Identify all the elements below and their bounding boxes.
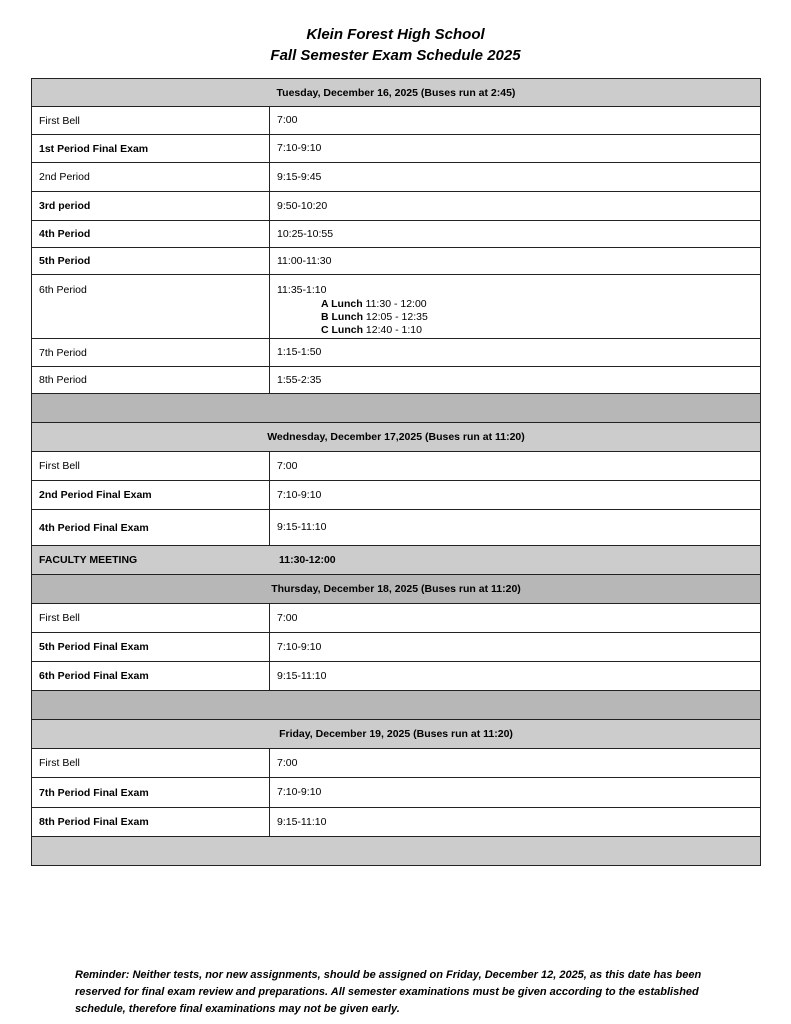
period-label: 5th Period Final Exam: [32, 633, 270, 661]
period-time-value: 7:00: [277, 459, 298, 472]
lunch-name: C Lunch: [321, 324, 363, 336]
period-time: [270, 510, 760, 545]
period-time: [270, 367, 760, 393]
table-row: [32, 633, 760, 662]
period-time: [270, 604, 760, 632]
spacer-row: [32, 691, 760, 720]
period-label: 8th Period Final Exam: [32, 808, 270, 836]
period-time-value: 7:10-9:10: [277, 488, 322, 501]
table-row: [32, 452, 760, 481]
faculty-meeting-row: [32, 546, 760, 575]
table-row: [32, 163, 760, 192]
table-row: [32, 275, 760, 339]
period-time: [270, 192, 760, 220]
table-row: [32, 192, 760, 221]
time-cell: [277, 521, 326, 534]
period-label: 2nd Period: [32, 163, 270, 191]
period-time: [270, 163, 760, 191]
period-time-value: 7:00: [277, 611, 298, 624]
period-time-value: 11:00-11:30: [277, 254, 332, 267]
time-cell: [277, 816, 326, 829]
period-time: [270, 248, 760, 274]
period-time: [270, 135, 760, 162]
table-row: [32, 107, 760, 135]
lunch-item: [321, 324, 428, 337]
time-cell: [277, 641, 321, 654]
period-time-value: 7:10-9:10: [277, 142, 322, 154]
period-label: 3rd period: [32, 192, 270, 220]
period-time-value: 9:15-9:45: [277, 170, 322, 183]
time-cell: [277, 346, 321, 359]
page-title: Fall Semester Exam Schedule 2025: [270, 47, 521, 64]
period-time: [270, 221, 760, 247]
period-label: 4th Period Final Exam: [32, 510, 270, 545]
table-row: [32, 510, 760, 546]
time-cell: [277, 374, 321, 387]
time-cell: [277, 284, 428, 337]
lunch-list: [321, 298, 428, 337]
period-label: First Bell: [32, 604, 270, 632]
period-label: 6th Period Final Exam: [32, 662, 270, 690]
time-cell: [277, 142, 321, 155]
spacer-row: [32, 837, 760, 866]
day-header: Friday, December 19, 2025 (Buses run at 11:20): [32, 720, 760, 749]
school-name: Klein Forest High School: [306, 26, 485, 43]
table-row: [32, 604, 760, 633]
table-row: [32, 749, 760, 778]
time-cell: [277, 228, 333, 241]
event-time: 11:30-12:00: [279, 554, 336, 566]
spacer-row: [32, 394, 760, 423]
period-label: 1st Period Final Exam: [32, 135, 270, 162]
period-label: First Bell: [32, 452, 270, 480]
period-label: First Bell: [32, 749, 270, 777]
period-label: 5th Period: [32, 248, 270, 274]
day-header: Wednesday, December 17,2025 (Buses run at 11:20): [32, 423, 760, 452]
table-row: [32, 778, 760, 808]
period-time: [270, 481, 760, 509]
period-label: 6th Period: [32, 275, 270, 338]
period-time: [270, 452, 760, 480]
period-label: First Bell: [32, 107, 270, 134]
lunch-time: 11:30 - 12:00: [365, 298, 427, 310]
period-label: 4th Period: [32, 221, 270, 247]
period-label: 2nd Period Final Exam: [32, 481, 270, 509]
time-cell: [277, 670, 326, 683]
day-header: Thursday, December 18, 2025 (Buses run at 11:20): [32, 575, 760, 604]
time-cell: [277, 255, 332, 268]
lunch-item: [321, 298, 428, 311]
exam-schedule-table: [31, 78, 761, 866]
event-label: FACULTY MEETING: [39, 554, 138, 566]
table-row: [32, 248, 760, 275]
period-time-value: 7:10-9:10: [277, 786, 322, 798]
period-label: 7th Period Final Exam: [32, 778, 270, 807]
period-time-value: 7:00: [277, 114, 298, 126]
period-time-value: 11:35-1:10: [277, 284, 327, 296]
period-time-value: 7:10-9:10: [277, 640, 322, 653]
time-cell: [277, 489, 321, 502]
period-time-value: 9:15-11:10: [277, 669, 327, 682]
lunch-name: A Lunch: [321, 298, 363, 310]
period-time-value: 1:55-2:35: [277, 373, 322, 386]
table-row: [32, 339, 760, 367]
time-cell: [277, 757, 297, 770]
period-time: [270, 107, 760, 134]
period-time-value: 9:15-11:10: [277, 521, 327, 533]
period-label: 7th Period: [32, 339, 270, 366]
time-cell: [277, 171, 321, 184]
time-cell: [277, 114, 297, 127]
day-header: Tuesday, December 16, 2025 (Buses run at 2:45): [32, 79, 760, 107]
lunch-name: B Lunch: [321, 311, 363, 323]
period-time: [270, 275, 760, 338]
period-time-value: 10:25-10:55: [277, 227, 334, 240]
table-row: [32, 808, 760, 837]
period-time-value: 9:50-10:20: [277, 199, 328, 212]
time-cell: [277, 200, 327, 213]
period-time: [270, 339, 760, 366]
period-time: [270, 662, 760, 690]
period-time-value: 7:00: [277, 756, 298, 769]
table-row: [32, 367, 760, 394]
period-time-value: 9:15-11:10: [277, 815, 327, 828]
lunch-time: 12:05 - 12:35: [365, 311, 428, 323]
time-cell: [277, 786, 321, 799]
table-row: [32, 135, 760, 163]
period-time: [270, 778, 760, 807]
period-time-value: 1:15-1:50: [277, 346, 322, 358]
time-cell: [277, 460, 297, 473]
period-time: [270, 808, 760, 836]
lunch-time: 12:40 - 1:10: [365, 324, 422, 336]
table-row: [32, 662, 760, 691]
lunch-item: [321, 311, 428, 324]
period-time: [270, 633, 760, 661]
period-time: [270, 749, 760, 777]
table-row: [32, 221, 760, 248]
table-row: [32, 481, 760, 510]
period-label: 8th Period: [32, 367, 270, 393]
time-cell: [277, 612, 297, 625]
reminder-note: Reminder: Neither tests, nor new assignments, should be assigned on Friday, December 12, 2025, as this date has been reserved for final exam review and preparations. All semester examinations must be given according to the established schedule, therefore final examinations may not be given early.: [75, 969, 702, 1015]
